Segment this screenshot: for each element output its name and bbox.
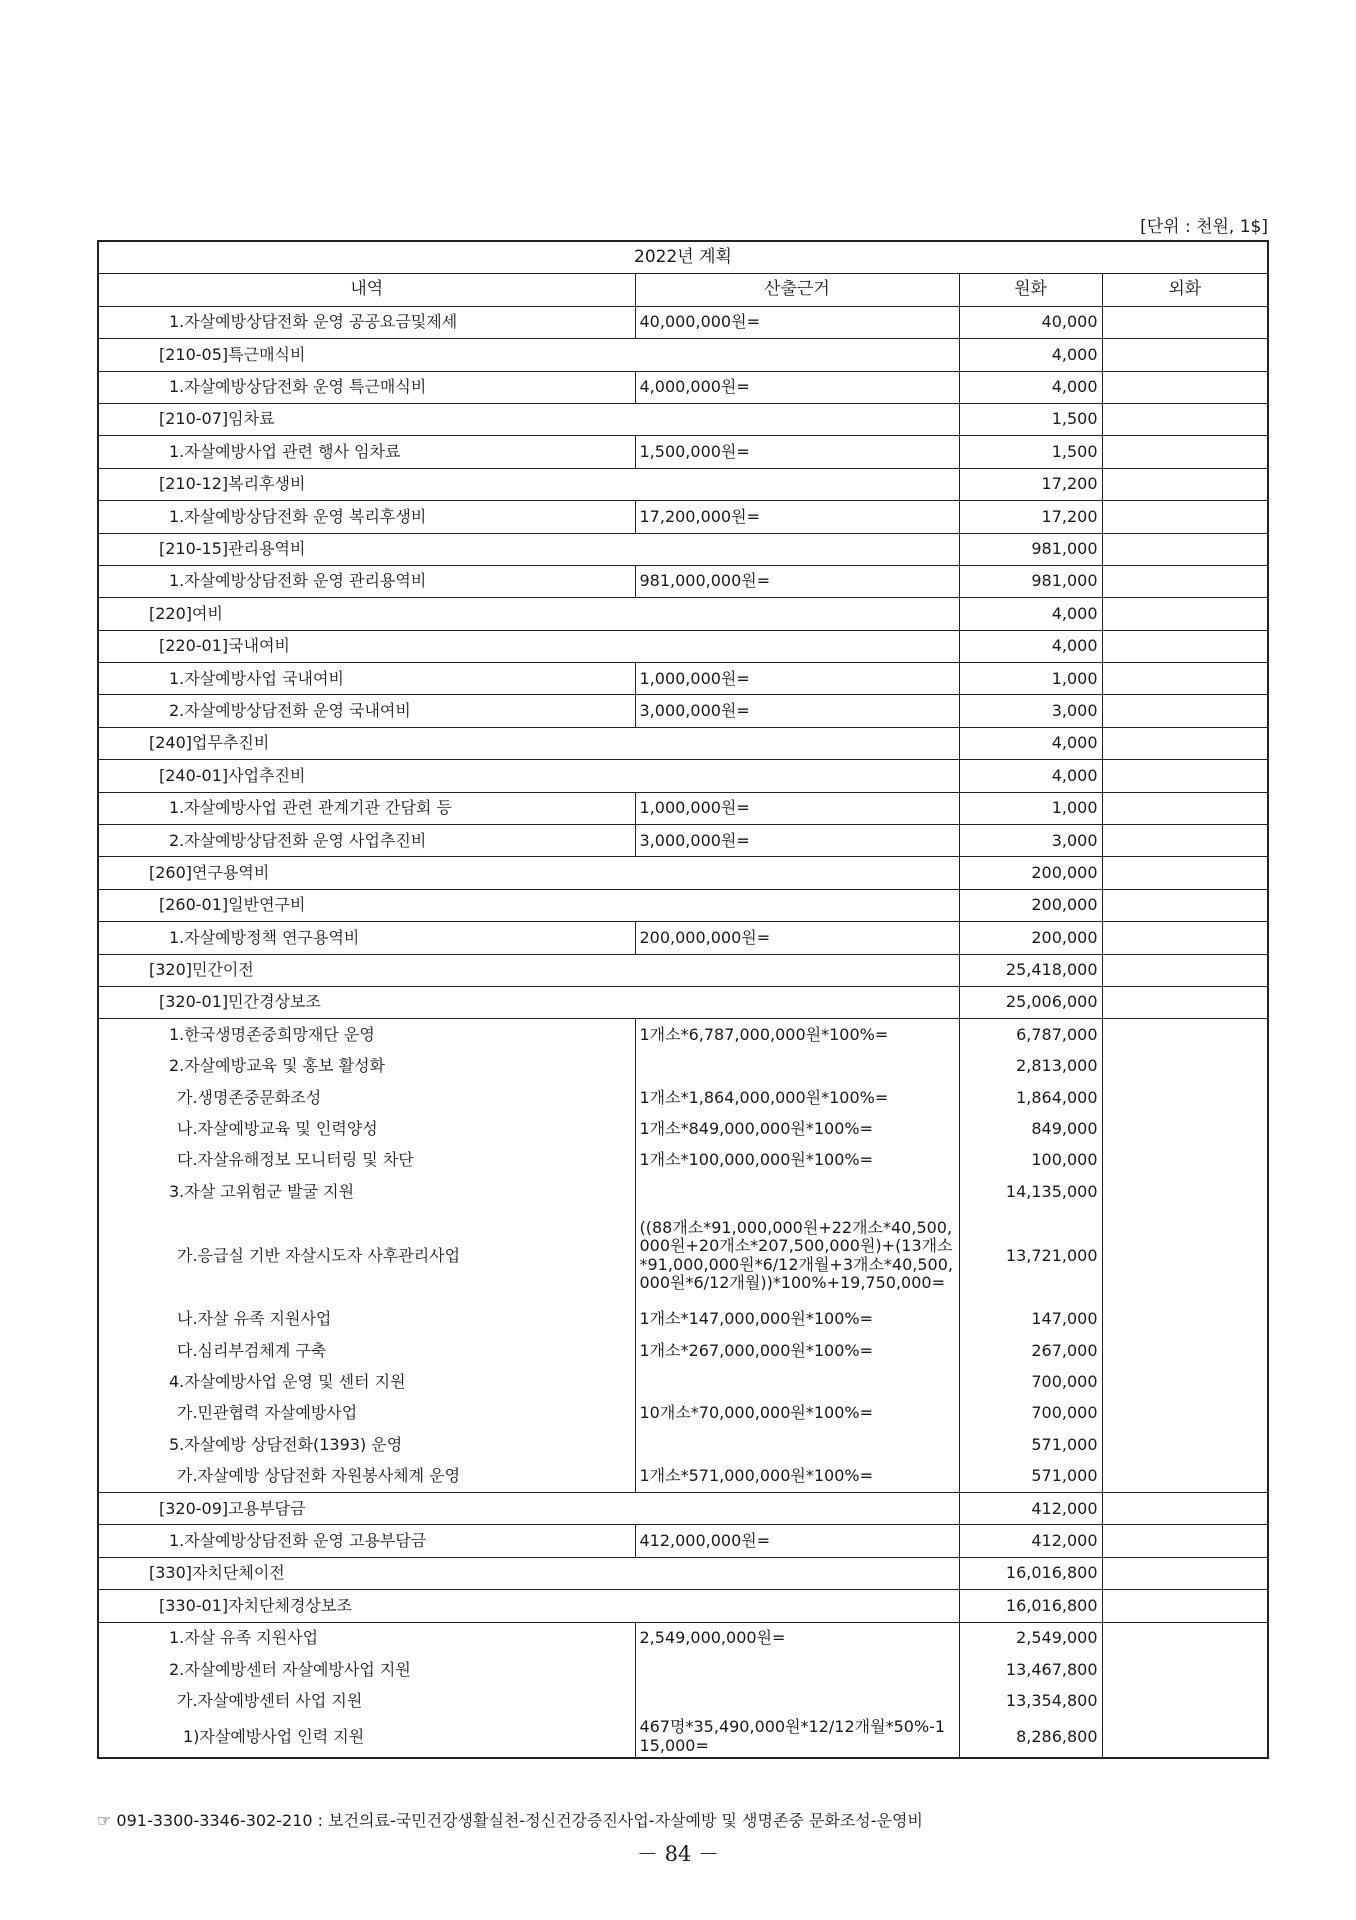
row-usd bbox=[1102, 1429, 1268, 1460]
row-item: [260]연구용역비 bbox=[98, 857, 959, 889]
table-row bbox=[98, 1493, 1268, 1525]
row-krw: 4,000 bbox=[959, 630, 1102, 662]
row-basis: 40,000,000원= bbox=[635, 306, 959, 338]
row-item: 2.자살예방교육 및 홍보 활성화 bbox=[98, 1051, 635, 1082]
row-krw: 849,000 bbox=[959, 1114, 1102, 1145]
row-item: [210-15]관리용역비 bbox=[98, 533, 959, 565]
row-usd bbox=[1102, 630, 1268, 662]
row-item: [210-12]복리후생비 bbox=[98, 468, 959, 500]
row-basis: 1개소*1,864,000,000원*100%= bbox=[635, 1082, 959, 1113]
table-row bbox=[98, 1082, 1268, 1113]
table-row bbox=[98, 1525, 1268, 1557]
table-row bbox=[98, 1208, 1268, 1304]
row-basis bbox=[635, 1176, 959, 1207]
row-usd bbox=[1102, 565, 1268, 597]
row-usd bbox=[1102, 1493, 1268, 1525]
table-row bbox=[98, 1398, 1268, 1429]
row-krw: 981,000 bbox=[959, 565, 1102, 597]
row-krw: 1,500 bbox=[959, 436, 1102, 468]
row-usd bbox=[1102, 436, 1268, 468]
row-usd bbox=[1102, 339, 1268, 371]
table-row bbox=[98, 565, 1268, 597]
row-basis: 17,200,000원= bbox=[635, 501, 959, 533]
row-krw: 200,000 bbox=[959, 889, 1102, 921]
row-item: [240]업무추진비 bbox=[98, 727, 959, 759]
table-row bbox=[98, 695, 1268, 727]
row-basis: 4,000,000원= bbox=[635, 371, 959, 403]
row-item: [220-01]국내여비 bbox=[98, 630, 959, 662]
row-item: 가.민관협력 자살예방사업 bbox=[98, 1398, 635, 1429]
table-row bbox=[98, 1622, 1268, 1654]
row-usd bbox=[1102, 1208, 1268, 1304]
table-row bbox=[98, 306, 1268, 338]
row-krw: 40,000 bbox=[959, 306, 1102, 338]
row-krw: 8,286,800 bbox=[959, 1717, 1102, 1758]
table-row bbox=[98, 1429, 1268, 1460]
row-item: 가.자살예방 상담전화 자원봉사체계 운영 bbox=[98, 1461, 635, 1493]
table-row bbox=[98, 436, 1268, 468]
row-usd bbox=[1102, 1019, 1268, 1051]
table-row bbox=[98, 1590, 1268, 1622]
row-item: [210-05]특근매식비 bbox=[98, 339, 959, 371]
row-usd bbox=[1102, 1717, 1268, 1758]
row-usd bbox=[1102, 598, 1268, 630]
row-basis: 1개소*147,000,000원*100%= bbox=[635, 1304, 959, 1335]
row-item: [330-01]자치단체경상보조 bbox=[98, 1590, 959, 1622]
table-title: 2022년 계획 bbox=[98, 241, 1268, 274]
row-item: [260-01]일반연구비 bbox=[98, 889, 959, 921]
table-row bbox=[98, 468, 1268, 500]
row-krw: 1,500 bbox=[959, 403, 1102, 435]
row-krw: 17,200 bbox=[959, 468, 1102, 500]
table-row bbox=[98, 1654, 1268, 1685]
row-basis: 1개소*571,000,000원*100%= bbox=[635, 1461, 959, 1493]
row-krw: 13,721,000 bbox=[959, 1208, 1102, 1304]
row-item: [320-01]민간경상보조 bbox=[98, 986, 959, 1018]
table-body bbox=[98, 306, 1268, 1758]
table-row bbox=[98, 954, 1268, 986]
table-row bbox=[98, 1145, 1268, 1176]
row-krw: 6,787,000 bbox=[959, 1019, 1102, 1051]
table-row bbox=[98, 922, 1268, 954]
row-usd bbox=[1102, 533, 1268, 565]
row-basis: 1개소*849,000,000원*100%= bbox=[635, 1114, 959, 1145]
row-usd bbox=[1102, 1082, 1268, 1113]
row-krw: 13,354,800 bbox=[959, 1685, 1102, 1716]
row-item: [320]민간이전 bbox=[98, 954, 959, 986]
row-usd bbox=[1102, 1367, 1268, 1398]
row-basis: 1,000,000원= bbox=[635, 663, 959, 695]
row-krw: 981,000 bbox=[959, 533, 1102, 565]
table-row bbox=[98, 792, 1268, 824]
table-row bbox=[98, 889, 1268, 921]
table-row bbox=[98, 533, 1268, 565]
row-usd bbox=[1102, 954, 1268, 986]
table-row bbox=[98, 1176, 1268, 1207]
row-krw: 16,016,800 bbox=[959, 1557, 1102, 1589]
table-row bbox=[98, 825, 1268, 857]
row-krw: 412,000 bbox=[959, 1493, 1102, 1525]
row-item: [330]자치단체이전 bbox=[98, 1557, 959, 1589]
table-row bbox=[98, 1114, 1268, 1145]
row-krw: 700,000 bbox=[959, 1367, 1102, 1398]
table-row bbox=[98, 760, 1268, 792]
table-row bbox=[98, 501, 1268, 533]
row-item: 다.자살유해정보 모니터링 및 차단 bbox=[98, 1145, 635, 1176]
row-basis: 2,549,000,000원= bbox=[635, 1622, 959, 1654]
row-usd bbox=[1102, 1051, 1268, 1082]
row-item: [220]여비 bbox=[98, 598, 959, 630]
row-usd bbox=[1102, 371, 1268, 403]
header-item: 내역 bbox=[98, 274, 635, 306]
row-usd bbox=[1102, 1114, 1268, 1145]
row-usd bbox=[1102, 1145, 1268, 1176]
row-krw: 16,016,800 bbox=[959, 1590, 1102, 1622]
row-usd bbox=[1102, 501, 1268, 533]
row-krw: 200,000 bbox=[959, 922, 1102, 954]
table-row bbox=[98, 339, 1268, 371]
row-item: 다.심리부검체계 구축 bbox=[98, 1335, 635, 1366]
row-usd bbox=[1102, 403, 1268, 435]
table-row bbox=[98, 371, 1268, 403]
row-krw: 1,000 bbox=[959, 663, 1102, 695]
row-item: [210-07]임차료 bbox=[98, 403, 959, 435]
row-usd bbox=[1102, 727, 1268, 759]
row-item: 가.응급실 기반 자살시도자 사후관리사업 bbox=[98, 1208, 635, 1304]
header-basis: 산출근거 bbox=[635, 274, 959, 306]
row-item: 1)자살예방사업 인력 지원 bbox=[98, 1717, 635, 1758]
row-basis bbox=[635, 1654, 959, 1685]
row-krw: 4,000 bbox=[959, 339, 1102, 371]
row-usd bbox=[1102, 468, 1268, 500]
table-row bbox=[98, 857, 1268, 889]
row-krw: 412,000 bbox=[959, 1525, 1102, 1557]
row-basis: 1개소*267,000,000원*100%= bbox=[635, 1335, 959, 1366]
row-basis: 412,000,000원= bbox=[635, 1525, 959, 1557]
table-row bbox=[98, 1019, 1268, 1051]
row-item: 1.자살예방사업 관련 관계기관 간담회 등 bbox=[98, 792, 635, 824]
row-item: 나.자살예방교육 및 인력양성 bbox=[98, 1114, 635, 1145]
page-number: － 84 － bbox=[636, 1842, 720, 1866]
row-basis: 1,000,000원= bbox=[635, 792, 959, 824]
row-item: 3.자살 고위험군 발굴 지원 bbox=[98, 1176, 635, 1207]
row-krw: 4,000 bbox=[959, 727, 1102, 759]
row-item: 5.자살예방 상담전화(1393) 운영 bbox=[98, 1429, 635, 1460]
row-krw: 4,000 bbox=[959, 760, 1102, 792]
header-krw: 원화 bbox=[959, 274, 1102, 306]
row-item: 1.자살예방상담전화 운영 특근매식비 bbox=[98, 371, 635, 403]
row-krw: 2,813,000 bbox=[959, 1051, 1102, 1082]
row-basis: 1,500,000원= bbox=[635, 436, 959, 468]
row-item: 2.자살예방센터 자살예방사업 지원 bbox=[98, 1654, 635, 1685]
row-basis bbox=[635, 1685, 959, 1716]
row-usd bbox=[1102, 306, 1268, 338]
row-krw: 4,000 bbox=[959, 371, 1102, 403]
row-usd bbox=[1102, 1654, 1268, 1685]
row-usd bbox=[1102, 825, 1268, 857]
table-row bbox=[98, 1335, 1268, 1366]
table-row bbox=[98, 727, 1268, 759]
row-krw: 2,549,000 bbox=[959, 1622, 1102, 1654]
row-item: 1.자살예방정책 연구용역비 bbox=[98, 922, 635, 954]
row-item: 1.자살예방상담전화 운영 복리후생비 bbox=[98, 501, 635, 533]
row-basis: 3,000,000원= bbox=[635, 825, 959, 857]
row-basis: 3,000,000원= bbox=[635, 695, 959, 727]
row-basis: 1개소*6,787,000,000원*100%= bbox=[635, 1019, 959, 1051]
row-krw: 17,200 bbox=[959, 501, 1102, 533]
row-item: [240-01]사업추진비 bbox=[98, 760, 959, 792]
row-usd bbox=[1102, 695, 1268, 727]
row-usd bbox=[1102, 792, 1268, 824]
row-usd bbox=[1102, 1461, 1268, 1493]
table-row bbox=[98, 986, 1268, 1018]
row-item: 2.자살예방상담전화 운영 사업추진비 bbox=[98, 825, 635, 857]
row-usd bbox=[1102, 760, 1268, 792]
row-item: 4.자살예방사업 운영 및 센터 지원 bbox=[98, 1367, 635, 1398]
row-krw: 200,000 bbox=[959, 857, 1102, 889]
row-usd bbox=[1102, 1304, 1268, 1335]
row-usd bbox=[1102, 1590, 1268, 1622]
row-usd bbox=[1102, 663, 1268, 695]
row-usd bbox=[1102, 1335, 1268, 1366]
table-row bbox=[98, 1557, 1268, 1589]
row-krw: 700,000 bbox=[959, 1398, 1102, 1429]
row-usd bbox=[1102, 857, 1268, 889]
table-row bbox=[98, 1717, 1268, 1758]
row-usd bbox=[1102, 1622, 1268, 1654]
row-basis bbox=[635, 1429, 959, 1460]
row-krw: 571,000 bbox=[959, 1461, 1102, 1493]
table-row bbox=[98, 403, 1268, 435]
row-item: 1.자살예방상담전화 운영 고용부담금 bbox=[98, 1525, 635, 1557]
row-item: 나.자살 유족 지원사업 bbox=[98, 1304, 635, 1335]
row-basis: 1개소*100,000,000원*100%= bbox=[635, 1145, 959, 1176]
row-krw: 100,000 bbox=[959, 1145, 1102, 1176]
row-krw: 1,864,000 bbox=[959, 1082, 1102, 1113]
row-usd bbox=[1102, 889, 1268, 921]
row-basis bbox=[635, 1051, 959, 1082]
row-krw: 25,006,000 bbox=[959, 986, 1102, 1018]
row-item: 1.한국생명존중희망재단 운영 bbox=[98, 1019, 635, 1051]
table-row bbox=[98, 598, 1268, 630]
row-item: 1.자살 유족 지원사업 bbox=[98, 1622, 635, 1654]
row-basis bbox=[635, 1367, 959, 1398]
row-item: 1.자살예방사업 국내여비 bbox=[98, 663, 635, 695]
row-krw: 4,000 bbox=[959, 598, 1102, 630]
row-usd bbox=[1102, 1557, 1268, 1589]
table-row bbox=[98, 663, 1268, 695]
table-row bbox=[98, 1461, 1268, 1493]
row-item: 1.자살예방상담전화 운영 공공요금및제세 bbox=[98, 306, 635, 338]
row-item: 1.자살예방상담전화 운영 관리용역비 bbox=[98, 565, 635, 597]
row-krw: 25,418,000 bbox=[959, 954, 1102, 986]
row-item: 가.생명존중문화조성 bbox=[98, 1082, 635, 1113]
footnote: ☞ 091-3300-3346-302-210 : 보건의료-국민건강생활실천-정신건강증진사업-자살예방 및 생명존중 문화조성-운영비 bbox=[97, 1811, 923, 1830]
row-usd bbox=[1102, 1398, 1268, 1429]
row-item: [320-09]고용부담금 bbox=[98, 1493, 959, 1525]
table-row bbox=[98, 1051, 1268, 1082]
row-krw: 14,135,000 bbox=[959, 1176, 1102, 1207]
row-item: 2.자살예방상담전화 운영 국내여비 bbox=[98, 695, 635, 727]
row-usd bbox=[1102, 1685, 1268, 1716]
row-basis: 981,000,000원= bbox=[635, 565, 959, 597]
row-krw: 3,000 bbox=[959, 825, 1102, 857]
row-usd bbox=[1102, 1525, 1268, 1557]
row-usd bbox=[1102, 922, 1268, 954]
row-krw: 267,000 bbox=[959, 1335, 1102, 1366]
row-usd bbox=[1102, 986, 1268, 1018]
budget-table bbox=[97, 240, 1269, 1759]
table-row bbox=[98, 1685, 1268, 1716]
row-basis: 467명*35,490,000원*12/12개월*50%-115,000= bbox=[635, 1717, 959, 1758]
row-krw: 147,000 bbox=[959, 1304, 1102, 1335]
row-item: 1.자살예방사업 관련 행사 임차료 bbox=[98, 436, 635, 468]
row-krw: 1,000 bbox=[959, 792, 1102, 824]
row-basis: 200,000,000원= bbox=[635, 922, 959, 954]
row-krw: 13,467,800 bbox=[959, 1654, 1102, 1685]
table-row bbox=[98, 630, 1268, 662]
row-basis: ((88개소*91,000,000원+22개소*40,500,000원+20개소*207,500,000원)+(13개소*91,000,000원*6/12개월+3개소*40,500,000원*6/12개월))*100%+19,750,000= bbox=[635, 1208, 959, 1304]
row-krw: 571,000 bbox=[959, 1429, 1102, 1460]
table-row bbox=[98, 1304, 1268, 1335]
unit-label: [단위 : 천원, 1$] bbox=[1140, 217, 1268, 237]
row-item: 가.자살예방센터 사업 지원 bbox=[98, 1685, 635, 1716]
row-basis: 10개소*70,000,000원*100%= bbox=[635, 1398, 959, 1429]
table-row bbox=[98, 1367, 1268, 1398]
header-usd: 외화 bbox=[1102, 274, 1268, 306]
row-krw: 3,000 bbox=[959, 695, 1102, 727]
row-usd bbox=[1102, 1176, 1268, 1207]
